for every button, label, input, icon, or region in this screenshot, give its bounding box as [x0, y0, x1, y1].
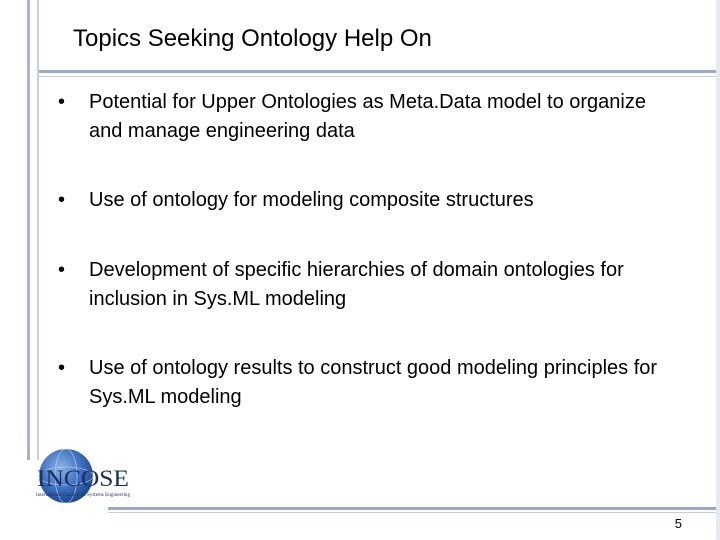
svg-text:INCOSE: INCOSE: [37, 466, 129, 491]
bullet-text: Potential for Upper Ontologies as Meta.Data model to organize and manage engineering data: [89, 91, 646, 142]
incose-logo: [34, 446, 134, 506]
bullet-glyph: •: [58, 357, 66, 379]
footer-divider: [108, 507, 716, 510]
page-number: 5: [674, 516, 682, 531]
svg-text:International Council on Syste: International Council on Systems Engineering: [36, 493, 131, 498]
bullet-glyph: •: [58, 91, 66, 113]
title-divider: [39, 70, 716, 73]
left-accent-bar: [27, 0, 30, 460]
right-edge-bar: [716, 0, 720, 540]
bullet-text: Use of ontology for modeling composite structures: [89, 189, 534, 211]
bullet-text: Use of ontology results to construct good modeling principles for Sys.ML modeling: [89, 357, 658, 408]
title-divider-thin: [39, 76, 716, 77]
bullet-glyph: •: [58, 189, 66, 211]
bullet-glyph: •: [58, 259, 66, 281]
bullet-text: Development of specific hierarchies of domain ontologies for inclusion in Sys.ML modeling: [89, 259, 624, 310]
footer-divider-thin: [108, 512, 716, 513]
slide-title: Topics Seeking Ontology Help On: [73, 25, 432, 52]
left-accent-bar-inner: [37, 0, 39, 460]
